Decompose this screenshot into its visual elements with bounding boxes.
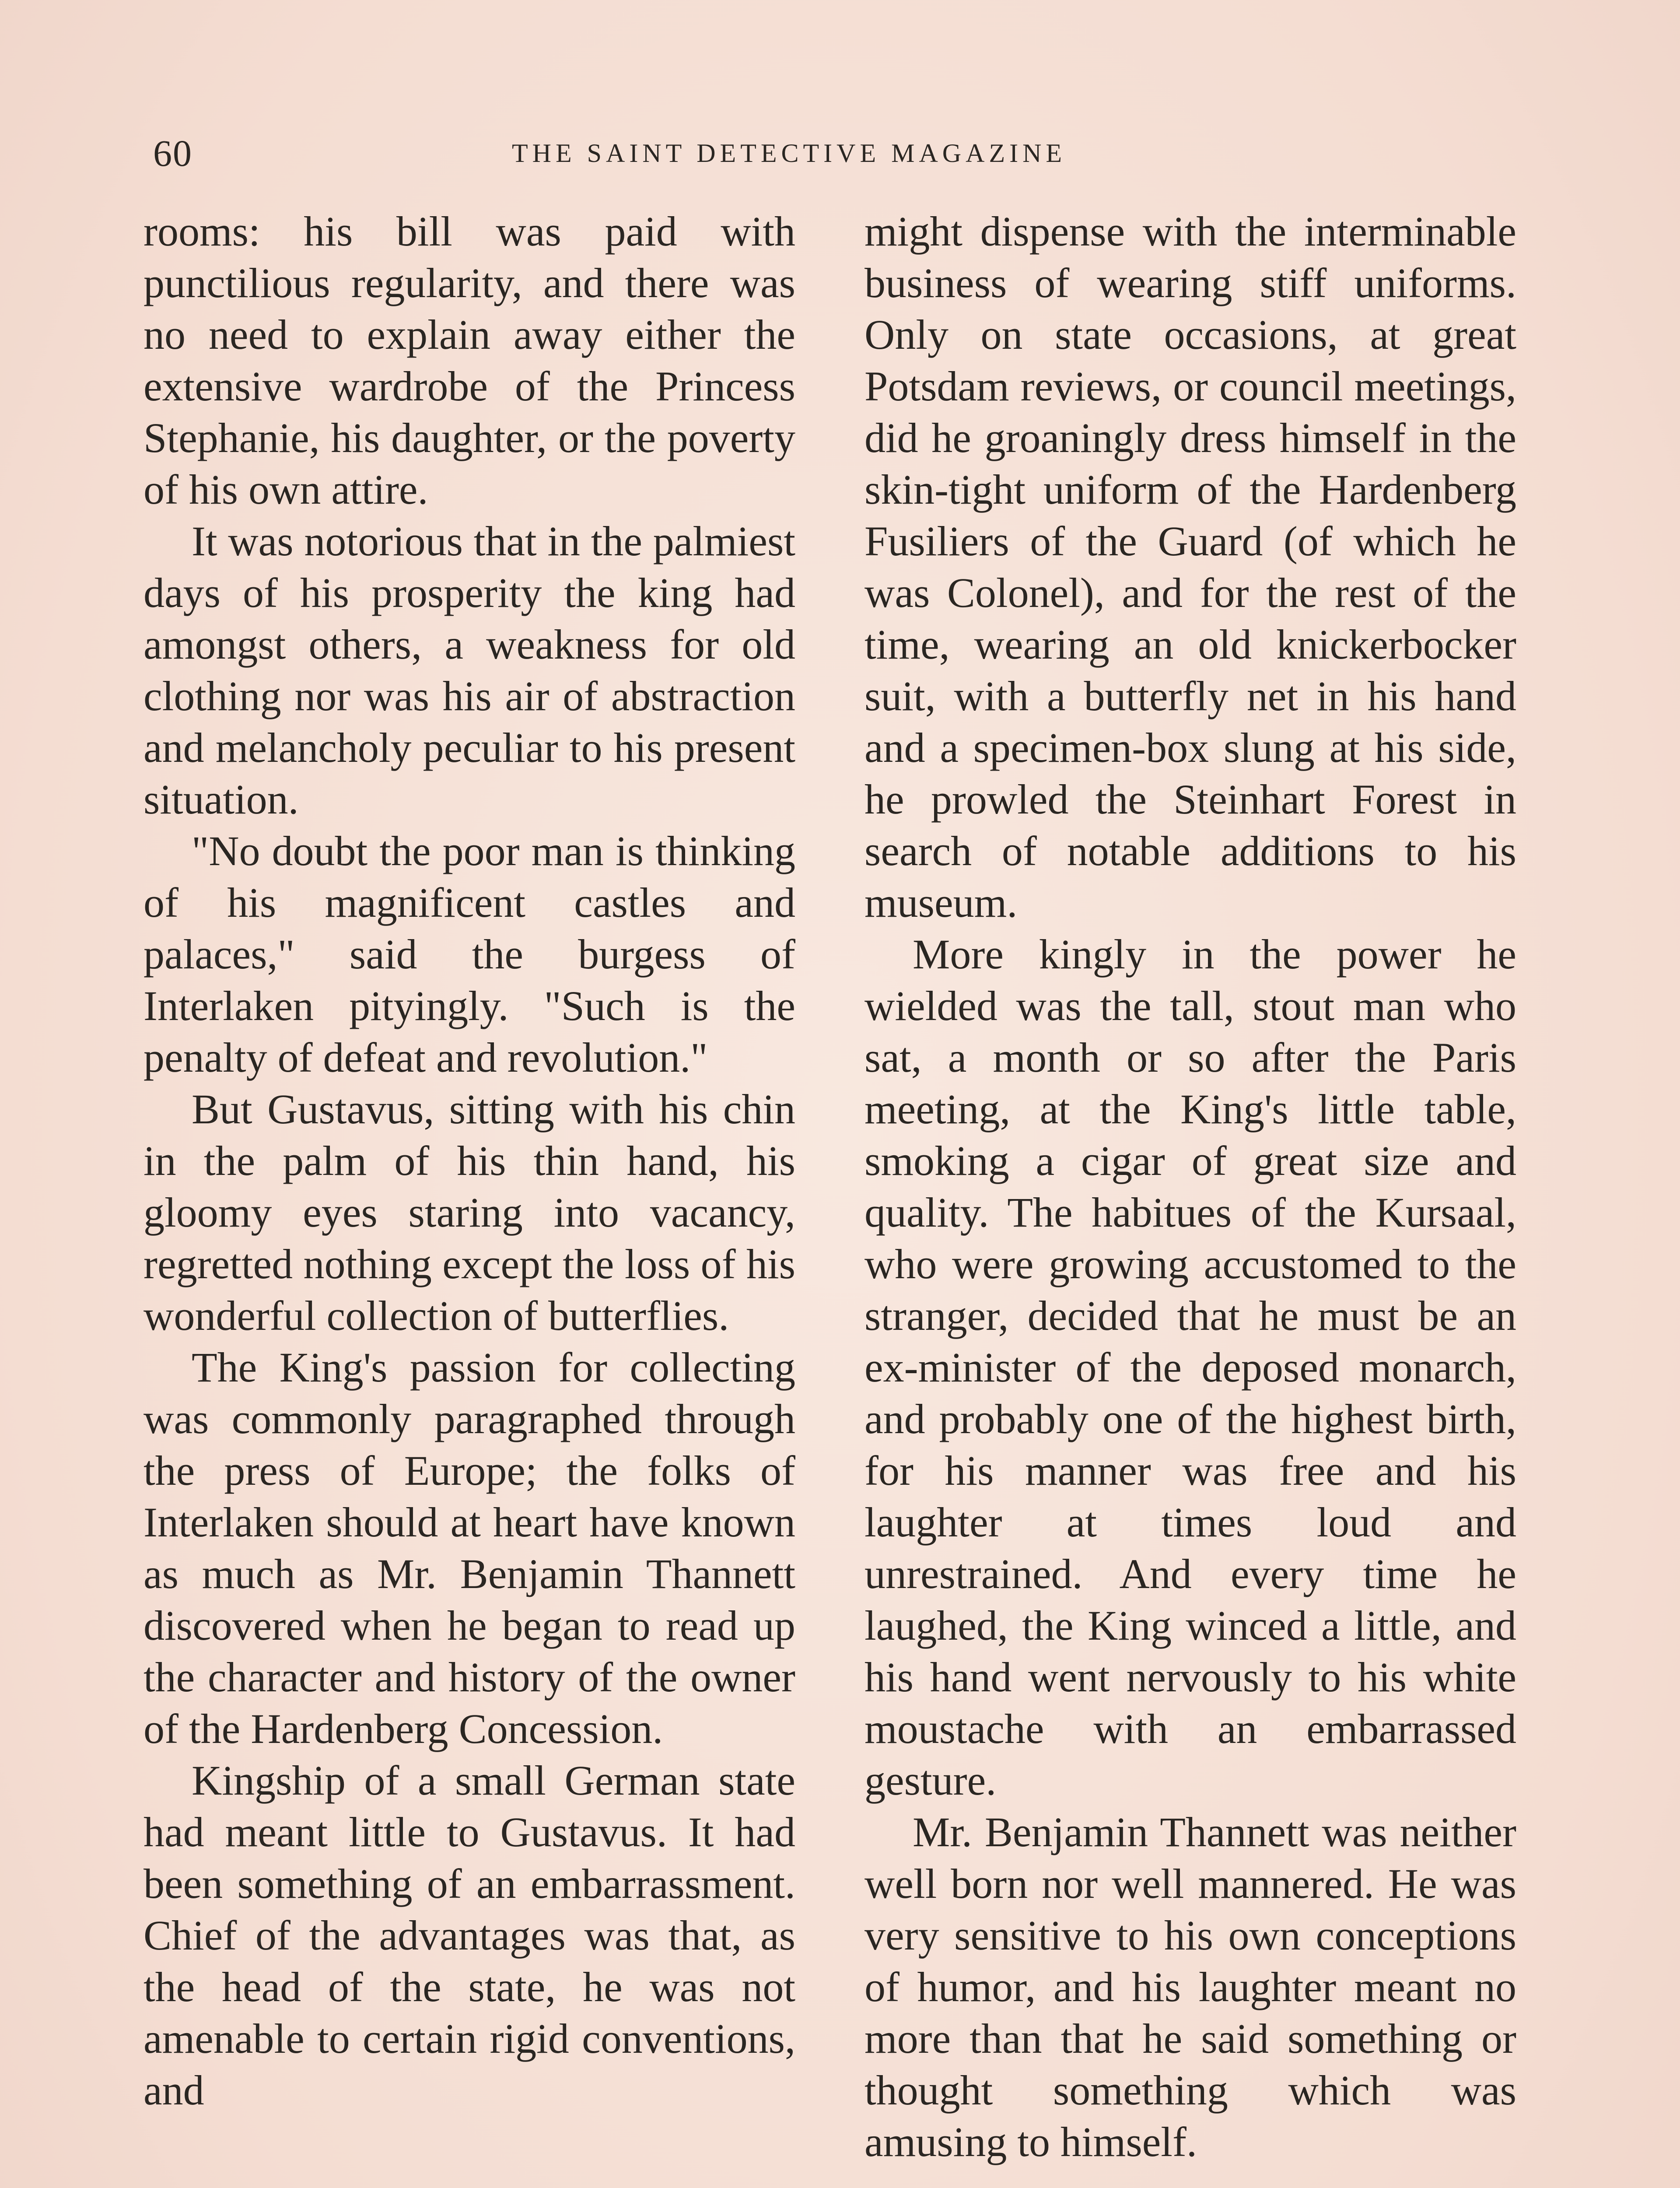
left-column [144,206,795,2116]
paragraph: Mr. Benjamin Thannett was neither well born nor well mannered. He was very sensitive to his own conceptions of humor, and his laughter meant no more than that he said something or thought something which was amusing to himself. [864,1809,1516,2165]
paragraph: But Gustavus, sitting with his chin in the palm of his thin hand, his gloomy eyes staring into vacancy, regretted nothing except the loss of his wonderful collection of butterflies. [144,1086,795,1339]
paragraph: "No doubt the poor man is thinking of his magnificent castles and palaces," said the burgess of Interlaken pityingly. "Such is the penalty of defeat and revolution." [144,828,795,1081]
paragraph: It was notorious that in the palmiest days of his prosperity the king had amongst others, a weakness for old clothing nor was his air of abstraction and melancholy peculiar to his present situation. [144,518,795,823]
paragraph: More kingly in the power he wielded was the tall, stout man who sat, a month or so after the Paris meeting, at the King's little table, smoking a cigar of great size and quality. The habitues of the Kursaal, who were growing accustomed to the stranger, decided that he must be an ex-minister of the deposed monarch, and probably one of the highest birth, for his manner was free and his laughter at times loud and unrestrained. And every time he laughed, the King winced a little, and his hand went nervously to his white moustache with an embarrassed gesture. [864,931,1516,1804]
page-header [153,131,1536,184]
paragraph: The King's passion for collecting was commonly paragraphed through the press of Europe; the folks of Interlaken should at heart have known as much as Mr. Benjamin Thannett discovered when he began to read up the character and history of the owner of the Hardenberg Concession. [144,1344,795,1752]
paragraph: rooms: his bill was paid with punctilious regularity, and there was no need to explain away either the extensive wardrobe of the Princess Stephanie, his daughter, or the poverty of his own attire. [144,208,795,513]
running-head: THE SAINT DETECTIVE MAGAZINE [512,139,1067,168]
right-column [864,206,1516,2168]
paragraph: might dispense with the interminable business of wearing stiff uniforms. Only on state occasions, at great Potsdam reviews, or council meetings, did he groaningly dress himself in the skin-tight uniform of the Hardenberg Fusiliers of the Guard (of which he was Colonel), and for the rest of the time, wearing an old knickerbocker suit, with a butterfly net in his hand and a specimen-box slung at his side, he prowled the Steinhart Forest in search of notable additions to his museum. [864,208,1516,926]
page-number: 60 [153,132,192,174]
paragraph: Kingship of a small German state had meant little to Gustavus. It had been something of an embarrassment. Chief of the advantages was that, as the head of the state, he was not amenable to certain rigid conventions, and [144,1757,795,2114]
